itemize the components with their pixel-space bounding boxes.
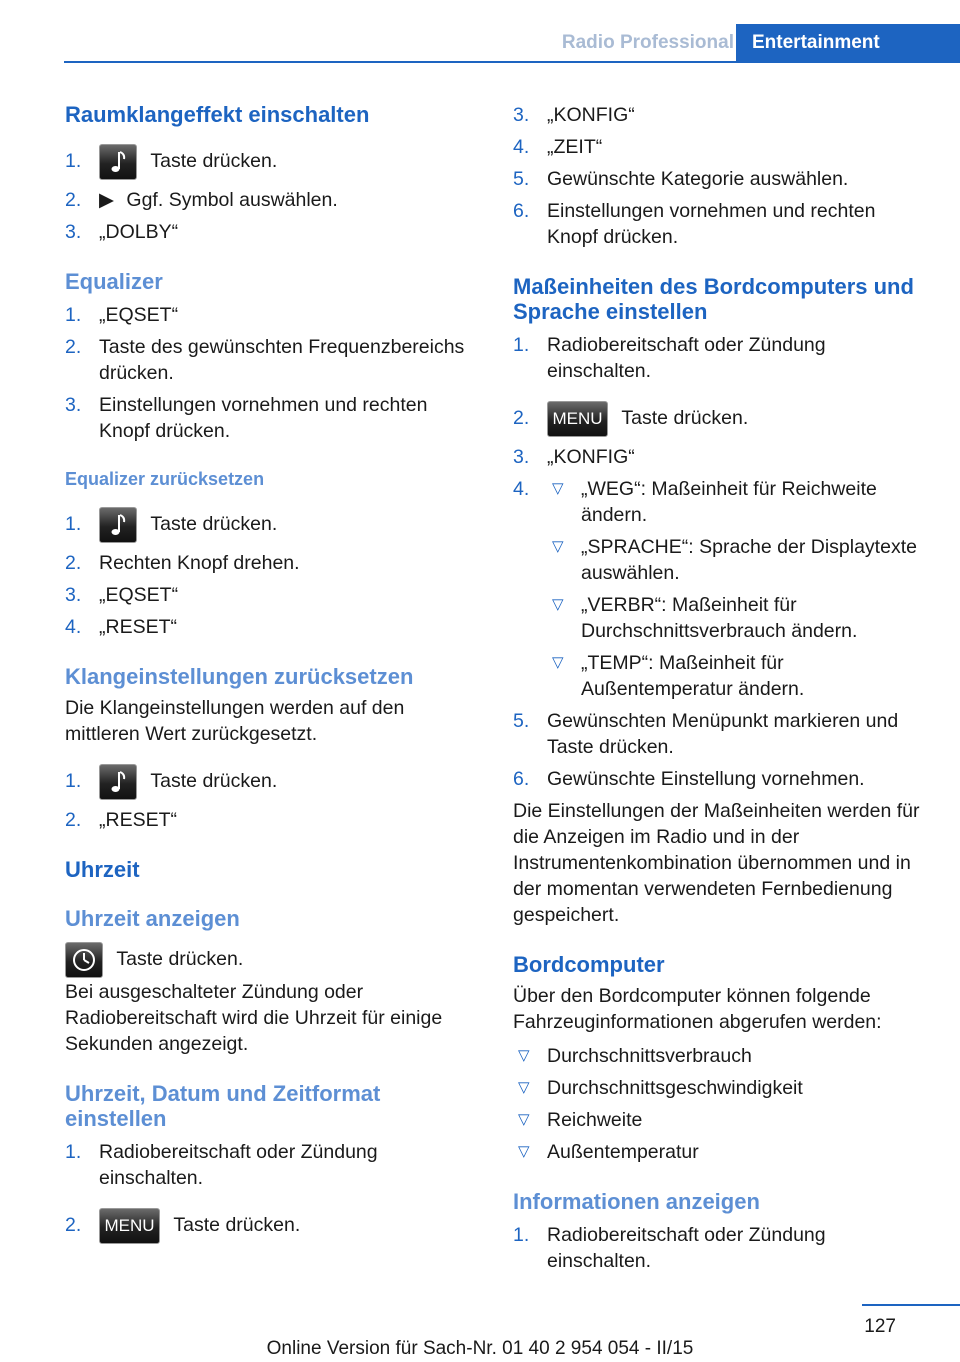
sub-item (547, 476, 929, 528)
list-text: Taste drücken. (150, 150, 278, 172)
list-item (65, 614, 481, 640)
list-text: Radiobereitschaft oder Zündung einschalten. (547, 1224, 826, 1272)
triangle-bullet-icon: ▽ (518, 1047, 530, 1064)
list-text: Radiobereitschaft oder Zündung einschalten. (99, 1141, 378, 1189)
bullet-text: Reichweite (547, 1109, 643, 1131)
header-chapter-tab[interactable]: Entertainment (736, 24, 960, 62)
sub-item (547, 592, 929, 644)
list-text: „RESET“ (99, 809, 177, 831)
list-number: 1. (65, 304, 82, 326)
list-number: 3. (513, 104, 530, 126)
bullet-item (513, 1139, 929, 1165)
list-number: 2. (65, 1214, 82, 1236)
list-item (513, 766, 929, 792)
list-text: „DOLBY“ (99, 221, 179, 243)
list-item (513, 398, 929, 438)
list-number: 1. (65, 770, 82, 792)
list-text: Taste des gewünschten Frequenzbereichs drücken. (99, 336, 465, 384)
list-text: „EQSET“ (99, 584, 179, 606)
bullet-text: Durchschnittsverbrauch (547, 1045, 752, 1067)
page-number: 127 (864, 1316, 896, 1337)
heading-raumklang: Raumklangeffekt einschalten (65, 102, 370, 127)
list-text: Taste drücken. (173, 1214, 301, 1236)
heading-bordcomputer: Bordcomputer (513, 952, 665, 977)
triangle-bullet-icon: ▽ (552, 480, 564, 497)
paragraph: Die Klangeinstellungen werden auf den mittleren Wert zurückgesetzt. (65, 697, 405, 745)
list-number: 2. (65, 336, 82, 358)
list-item (65, 1205, 481, 1245)
list-item (65, 582, 481, 608)
list-number: 5. (513, 710, 530, 732)
clock-button-icon (65, 942, 103, 978)
music-note-button-icon (99, 507, 137, 543)
press-text: Taste drücken. (116, 948, 244, 970)
list-item (513, 1222, 929, 1274)
triangle-bullet-icon: ▽ (552, 538, 564, 555)
list-item (65, 219, 481, 245)
menu-button-icon: MENU (547, 401, 608, 437)
heading-informationen: Informationen anzeigen (513, 1189, 760, 1214)
list-item (65, 504, 481, 544)
header-rule (64, 61, 960, 63)
list-text: „KONFIG“ (547, 446, 635, 468)
list-text: Einstellungen vornehmen und rechten Knopf drücken. (99, 394, 428, 442)
list-text: Taste drücken. (621, 407, 749, 429)
list-number: 1. (65, 513, 82, 535)
list-item (65, 1139, 481, 1191)
bullet-item (513, 1107, 929, 1133)
list-text: „KONFIG“ (547, 104, 635, 126)
list-number: 3. (65, 221, 82, 243)
triangle-bullet-icon: ▽ (518, 1111, 530, 1128)
list-item (65, 807, 481, 833)
heading-uhrzeit-anzeigen: Uhrzeit anzeigen (65, 906, 240, 931)
menu-button-icon: MENU (99, 1208, 160, 1244)
list-text: Rechten Knopf drehen. (99, 552, 300, 574)
list-number: 4. (513, 478, 530, 500)
list-number: 1. (513, 1224, 530, 1246)
music-note-button-icon (99, 764, 137, 800)
heading-uhrzeit: Uhrzeit (65, 857, 140, 882)
triangle-bullet-icon: ▽ (552, 654, 564, 671)
bullet-text: Außentemperatur (547, 1141, 699, 1163)
list-item (65, 187, 481, 213)
list-item (513, 102, 929, 128)
list-item (65, 392, 481, 444)
list-number: 6. (513, 200, 530, 222)
list-text: Taste drücken. (150, 513, 278, 535)
heading-klangeinstellungen: Klangeinstellungen zurücksetzen (65, 664, 414, 689)
list-number: 2. (65, 552, 82, 574)
right-column (513, 102, 929, 1274)
list-text: Radiobereitschaft oder Zündung einschalten. (547, 334, 826, 382)
list-text: Gewünschte Einstellung vornehmen. (547, 768, 865, 790)
list-item (513, 476, 929, 702)
list-item (65, 550, 481, 576)
list-number: 2. (513, 407, 530, 429)
list-text: Taste drücken. (150, 770, 278, 792)
list-number: 6. (513, 768, 530, 790)
list-number: 5. (513, 168, 530, 190)
list-number: 1. (65, 1141, 82, 1163)
bullet-item (513, 1075, 929, 1101)
sub-item (547, 650, 929, 702)
list-text: Gewünschte Kategorie auswählen. (547, 168, 849, 190)
list-item (513, 332, 929, 384)
list-item (513, 166, 929, 192)
triangle-bullet-icon: ▽ (552, 596, 564, 613)
list-number: 3. (65, 394, 82, 416)
list-item (65, 141, 481, 181)
triangle-bullet-icon: ▽ (518, 1079, 530, 1096)
footer-rule (862, 1304, 960, 1306)
sub-item-text: „WEG“: Maßeinheit für Reichweite ändern. (581, 478, 877, 526)
heading-masseinheiten: Maßeinheiten des Bordcomputers und Sprache einstellen (513, 274, 914, 324)
list-text: Ggf. Symbol auswählen. (126, 189, 338, 211)
bullet-item (513, 1043, 929, 1069)
footer-text: Online Version für Sach-Nr. 01 40 2 954 054 - II/15 (266, 1338, 694, 1359)
header-section-tab[interactable]: Radio Professional (561, 32, 734, 53)
list-text: „EQSET“ (99, 304, 179, 326)
music-note-button-icon (99, 144, 137, 180)
heading-uhrzeit-datum: Uhrzeit, Datum und Zeitformat einstellen (65, 1081, 381, 1131)
list-text: „ZEIT“ (547, 136, 603, 158)
list-item (513, 134, 929, 160)
list-number: 1. (513, 334, 530, 356)
bullet-text: Durchschnittsgeschwindigkeit (547, 1077, 803, 1099)
paragraph: Über den Bordcomputer können folgende Fahrzeuginformationen abgerufen werden: (513, 985, 882, 1033)
list-number: 2. (65, 189, 82, 211)
list-item (513, 708, 929, 760)
sub-item-text: „TEMP“: Maßeinheit für Außentemperatur ändern. (581, 652, 805, 700)
list-item (513, 198, 929, 250)
clock-press-row (65, 939, 481, 979)
list-number: 4. (513, 136, 530, 158)
play-arrow-icon: ▶ (99, 189, 114, 211)
heading-equalizer: Equalizer (65, 269, 163, 294)
sub-item-text: „VERBR“: Maßeinheit für Durchschnittsverbrauch ändern. (581, 594, 858, 642)
paragraph: Die Einstellungen der Maßeinheiten werden für die Anzeigen im Radio und in der Instrumentenkombination übernommen und in der momentan verwendeten Fernbedienung gespeichert. (513, 800, 920, 926)
sub-item-text: „SPRACHE“: Sprache der Displaytexte auswählen. (581, 536, 917, 584)
paragraph: Bei ausgeschalteter Zündung oder Radiobereitschaft wird die Uhrzeit für einige Sekunden angezeigt. (65, 981, 443, 1055)
list-text: „RESET“ (99, 616, 177, 638)
list-text: Einstellungen vornehmen und rechten Knopf drücken. (547, 200, 876, 248)
sub-item (547, 534, 929, 586)
list-text: Gewünschten Menüpunkt markieren und Taste drücken. (547, 710, 899, 758)
list-item (65, 302, 481, 328)
list-number: 1. (65, 150, 82, 172)
list-item (65, 761, 481, 801)
list-number: 3. (65, 584, 82, 606)
list-number: 4. (65, 616, 82, 638)
page-header (64, 24, 960, 62)
list-item (513, 444, 929, 470)
heading-equalizer-reset: Equalizer zurücksetzen (65, 469, 265, 489)
list-number: 3. (513, 446, 530, 468)
list-item (65, 334, 481, 386)
left-column (65, 102, 481, 1245)
triangle-bullet-icon: ▽ (518, 1143, 530, 1160)
list-number: 2. (65, 809, 82, 831)
